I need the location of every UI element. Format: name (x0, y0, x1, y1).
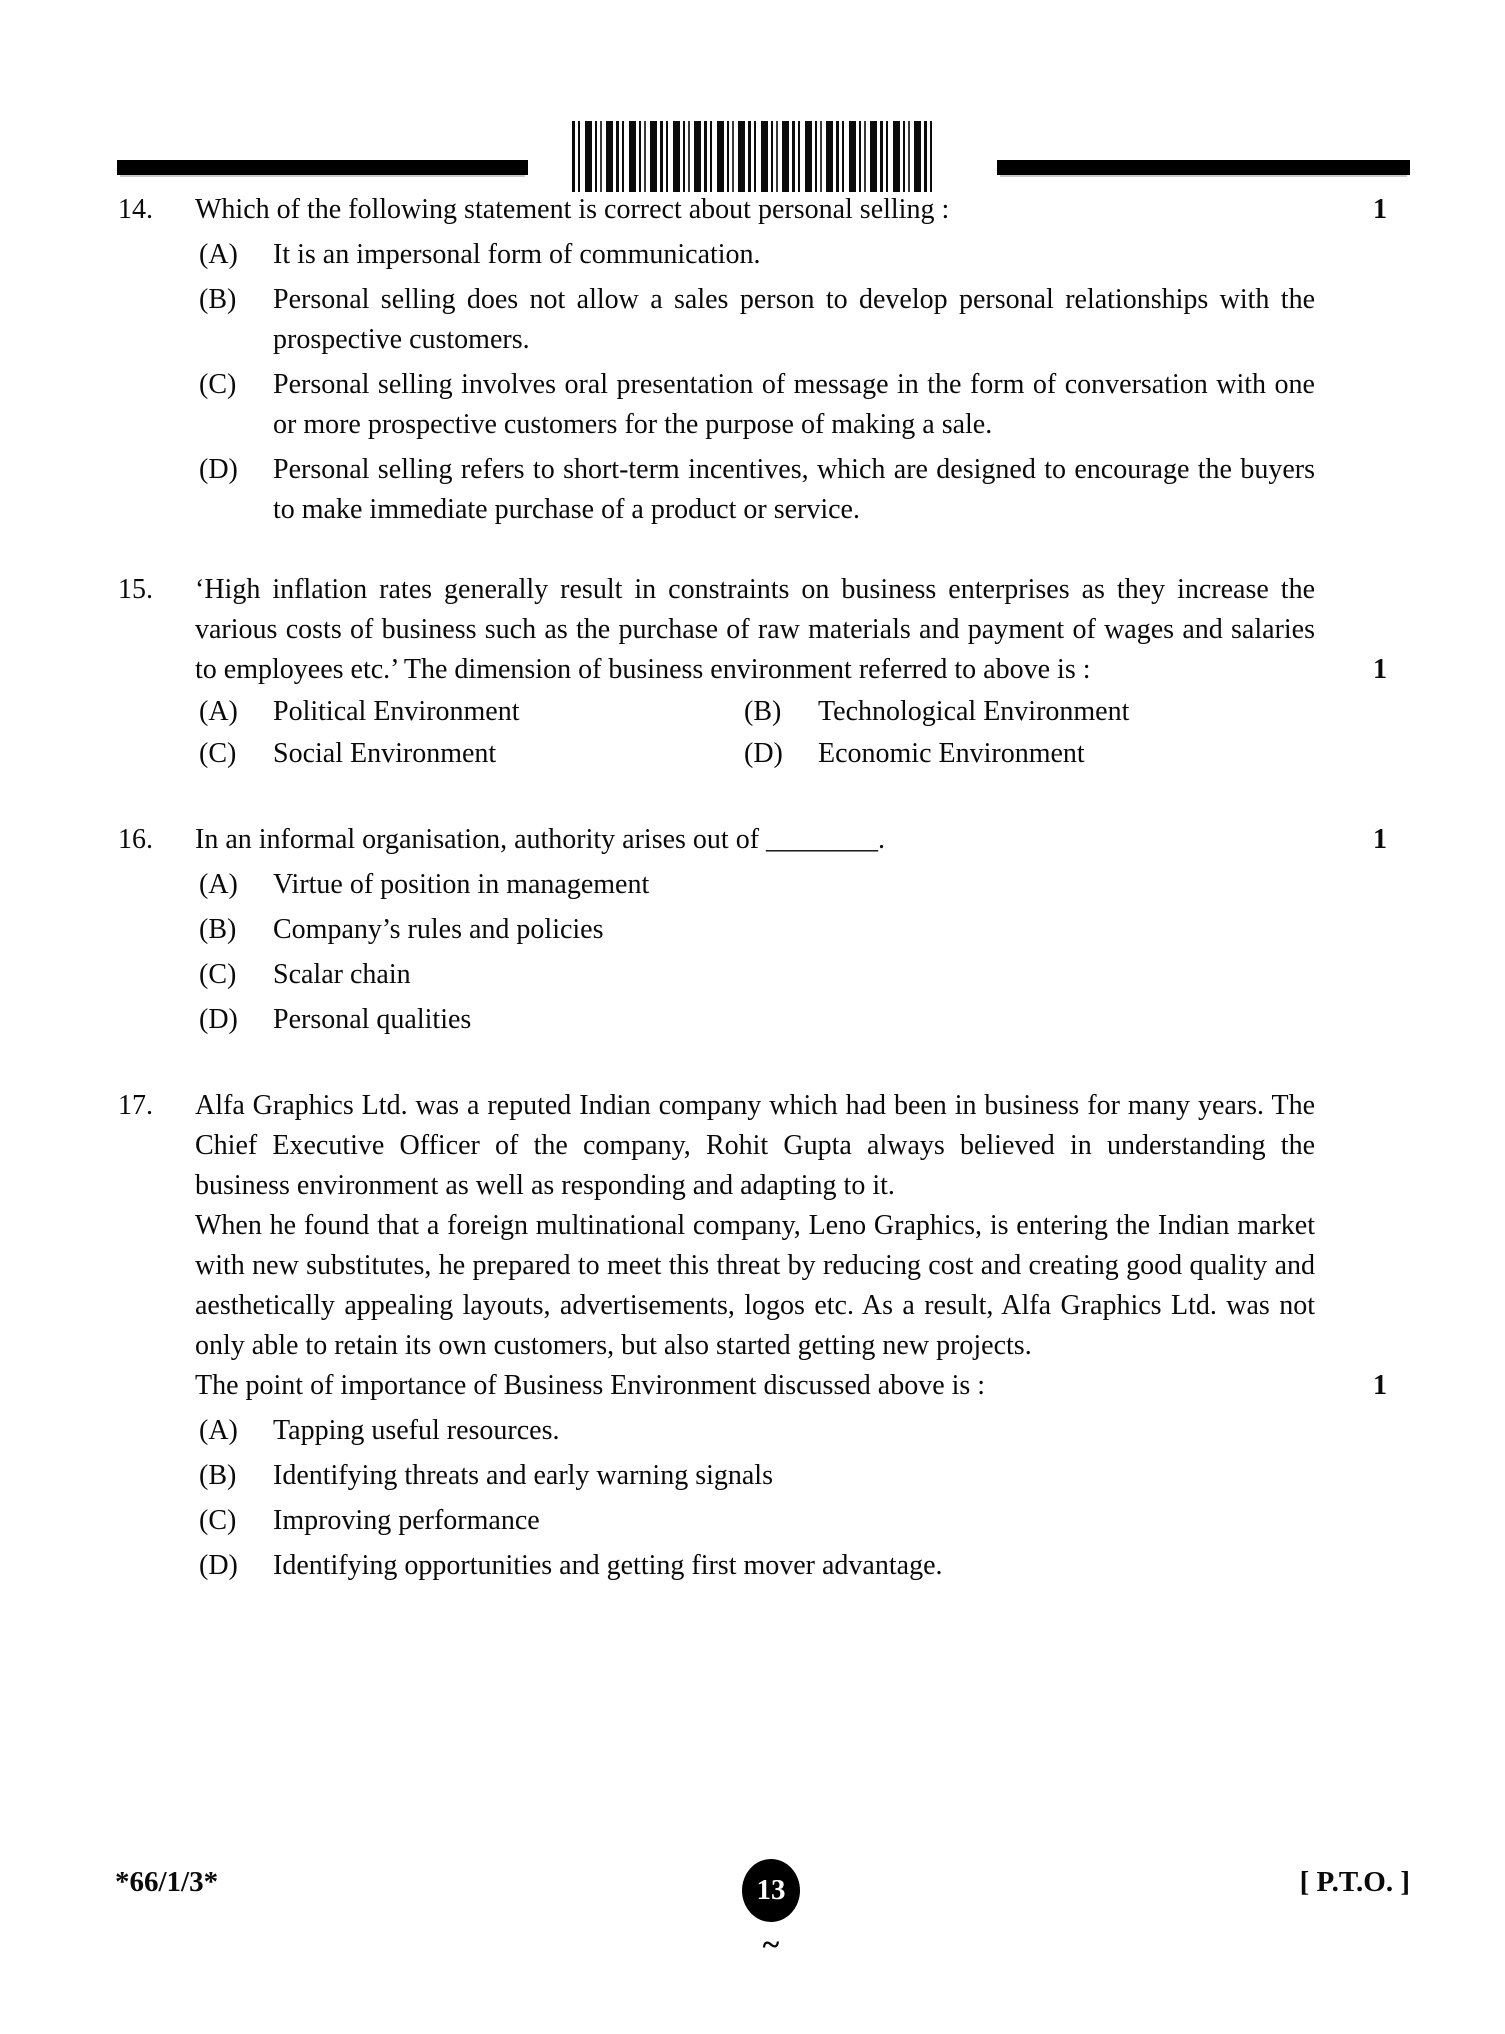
option-text: Social Environment (273, 738, 497, 769)
option-text: Personal selling does not allow a sales person to develop personal relationships with the prospective customers. (273, 284, 1315, 355)
options-list (195, 235, 1315, 530)
option-label: (C) (199, 959, 237, 990)
option (195, 1000, 1315, 1040)
option-label: (B) (199, 284, 237, 315)
option-text: Identifying threats and early warning signals (273, 1460, 773, 1491)
option (195, 280, 1315, 360)
option (195, 734, 740, 774)
options-list (195, 865, 1315, 1040)
option-label: (A) (199, 696, 238, 727)
option (195, 910, 1315, 950)
options-list (195, 1411, 1315, 1586)
question-16 (115, 820, 1387, 1040)
header-rule-right (997, 160, 1410, 175)
option-label: (C) (199, 738, 237, 769)
option-label: (A) (199, 869, 238, 900)
option-label: (B) (199, 914, 237, 945)
option-label: (B) (199, 1460, 237, 1491)
question-stem-text: In an informal organisation, authority arises out of ________. (195, 824, 886, 855)
option (195, 1501, 1315, 1541)
option (195, 1411, 1315, 1451)
option (740, 734, 1315, 774)
question-stem-text: The point of importance of Business Environment discussed above is : (195, 1370, 986, 1401)
option (195, 1546, 1315, 1586)
case-paragraph: When he found that a foreign multinational company, Leno Graphics, is entering the Indian market with new substitutes, he prepared to meet this threat by reducing cost and creating good quality and aesthetically appealing layouts, advertisements, logos etc. As a result, Alfa Graphics Ltd. was not only able to retain its own customers, but also started getting new projects. (195, 1210, 1315, 1361)
option-text: Political Environment (273, 696, 520, 727)
option-text: Personal selling refers to short-term incentives, which are designed to encourage the buyers to make immediate purchase of a product or service. (273, 454, 1315, 525)
question-marks: 1 (1373, 194, 1387, 225)
question-stem-text: Which of the following statement is correct about personal selling : (195, 194, 950, 225)
question-number: 15. (118, 574, 153, 605)
question-15 (115, 570, 1387, 774)
option-label: (D) (744, 738, 783, 769)
option-text: Identifying opportunities and getting first mover advantage. (273, 1550, 943, 1581)
question-14 (115, 190, 1387, 530)
option-label: (C) (199, 369, 237, 400)
question-marks: 1 (1373, 824, 1387, 855)
question-number: 16. (118, 824, 153, 855)
option-text: Virtue of position in management (273, 869, 650, 900)
pto-label: [ P.T.O. ] (1299, 1866, 1410, 1898)
question-stem (195, 1366, 1387, 1406)
option (195, 450, 1315, 530)
option (195, 692, 740, 732)
option-text: Scalar chain (273, 959, 411, 990)
question-number: 17. (118, 1090, 153, 1121)
question-marks: 1 (1373, 654, 1387, 685)
option-text: Company’s rules and policies (273, 914, 604, 945)
option (195, 365, 1315, 445)
question-number: 14. (118, 194, 153, 225)
option-label: (C) (199, 1505, 237, 1536)
option-label: (D) (199, 1550, 238, 1581)
option (740, 692, 1315, 732)
paper-code: *66/1/3* (115, 1866, 219, 1898)
option (195, 865, 1315, 905)
option-text: Personal selling involves oral presentation of message in the form of conversation with one or more prospective customers for the purpose of making a sale. (273, 369, 1315, 440)
question-stem (195, 820, 1387, 860)
case-paragraph: Alfa Graphics Ltd. was a reputed Indian company which had been in business for many years. The Chief Executive Officer of the company, Rohit Gupta always believed in understanding the business environment as well as responding and adapting to it. (195, 1090, 1315, 1201)
option-text: Technological Environment (818, 696, 1130, 727)
questions-area (115, 190, 1387, 1586)
tilde-mark: ~ (762, 1926, 780, 1962)
option (195, 1456, 1315, 1496)
option-text: Improving performance (273, 1505, 540, 1536)
question-stem (195, 190, 1387, 230)
page-number: 13 (756, 1874, 786, 1906)
option-label: (B) (744, 696, 782, 727)
options-list (195, 692, 1315, 774)
option-text: Economic Environment (818, 738, 1085, 769)
question-17 (115, 1086, 1387, 1586)
option-text: It is an impersonal form of communication. (273, 239, 761, 270)
page-number-badge (742, 1859, 800, 1922)
option-label: (D) (199, 454, 238, 485)
question-stem-text: ‘High inflation rates generally result in constraints on business enterprises as they increase the various costs of business such as the purchase of raw materials and payment of wages and salaries to employees etc.’ The dimension of business environment referred to above is : (195, 574, 1315, 685)
option (195, 955, 1315, 995)
header-rule-left (117, 160, 528, 175)
question-stem (195, 570, 1387, 690)
option-label: (A) (199, 239, 238, 270)
barcode-icon (572, 121, 933, 192)
option (195, 235, 1315, 275)
option-text: Tapping useful resources. (273, 1415, 560, 1446)
option-label: (A) (199, 1415, 238, 1446)
option-label: (D) (199, 1004, 238, 1035)
question-marks: 1 (1373, 1370, 1387, 1401)
option-text: Personal qualities (273, 1004, 472, 1035)
